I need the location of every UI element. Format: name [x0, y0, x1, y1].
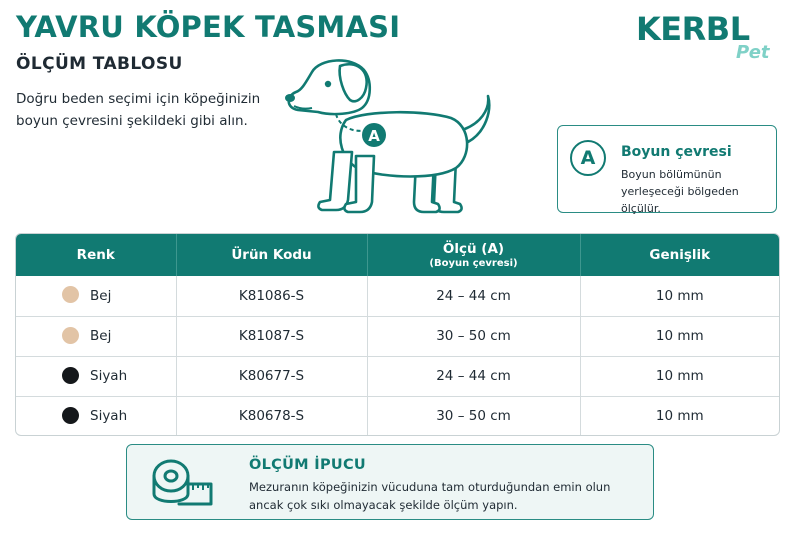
svg-text:A: A — [368, 127, 380, 145]
legend-title: Boyun çevresi — [621, 144, 732, 160]
color-label: Siyah — [90, 368, 128, 384]
size-cell: 24 – 44 cm — [367, 276, 580, 316]
table-row — [16, 316, 779, 356]
color-cell — [16, 276, 176, 316]
code-cell: K80677-S — [176, 356, 367, 396]
size-cell: 30 – 50 cm — [367, 396, 580, 436]
table-row — [16, 356, 779, 396]
intro-text: Doğru beden seçimi için köpeğinizin boyun çevresini şekildeki gibi alın. — [16, 91, 261, 129]
tip-box — [126, 444, 654, 520]
table-header-row — [16, 234, 779, 276]
neck-marker-a — [362, 123, 386, 147]
width-cell: 10 mm — [580, 356, 779, 396]
code-cell: K81087-S — [176, 316, 367, 356]
size-cell: 30 – 50 cm — [367, 316, 580, 356]
header-code: Ürün Kodu — [176, 234, 367, 276]
page-subtitle: ÖLÇÜM TABLOSU — [16, 54, 183, 74]
color-swatch — [62, 286, 79, 303]
color-cell — [16, 396, 176, 436]
header-size — [367, 234, 580, 276]
table-row — [16, 396, 779, 436]
color-label: Bej — [90, 328, 112, 344]
legend-box — [557, 125, 777, 213]
width-cell: 10 mm — [655, 287, 704, 304]
brand-logo — [636, 10, 786, 66]
color-cell — [16, 316, 176, 356]
puppy-illustration — [276, 52, 506, 227]
brand-name: KERBL — [636, 10, 750, 48]
size-cell: 24 – 44 cm — [367, 356, 580, 396]
color-swatch — [62, 407, 79, 424]
page-title: YAVRU KÖPEK TASMASI — [16, 10, 401, 44]
tip-title: ÖLÇÜM İPUCU — [249, 457, 366, 473]
measuring-tape-icon — [149, 454, 215, 512]
brand-sub: Pet — [736, 42, 770, 63]
header-size-label: Ölçü (A) — [442, 241, 505, 257]
size-table — [15, 233, 780, 436]
width-cell: 10 mm — [580, 396, 779, 436]
width-cell: 10 mm — [580, 316, 779, 356]
header-width: Genişlik — [580, 234, 779, 276]
table-row — [16, 276, 779, 316]
legend-description: Boyun bölümünün yerleşeceği bölgeden ölçülür. — [621, 168, 739, 215]
color-swatch — [62, 367, 79, 384]
code-cell: K81086-S — [176, 276, 367, 316]
header-color: Renk — [16, 234, 176, 276]
color-swatch — [62, 327, 79, 344]
header-size-sub: (Boyun çevresi) — [429, 258, 518, 269]
code-cell: K80678-S — [176, 396, 367, 436]
color-label: Bej — [90, 287, 112, 304]
color-cell — [16, 356, 176, 396]
color-label: Siyah — [90, 408, 128, 425]
tip-text: Mezuranın köpeğinizin vücuduna tam oturduğundan emin olun ancak çok sıkı olmayacak şekilde ölçüm yapın. — [249, 480, 611, 512]
legend-badge: A — [570, 140, 606, 176]
